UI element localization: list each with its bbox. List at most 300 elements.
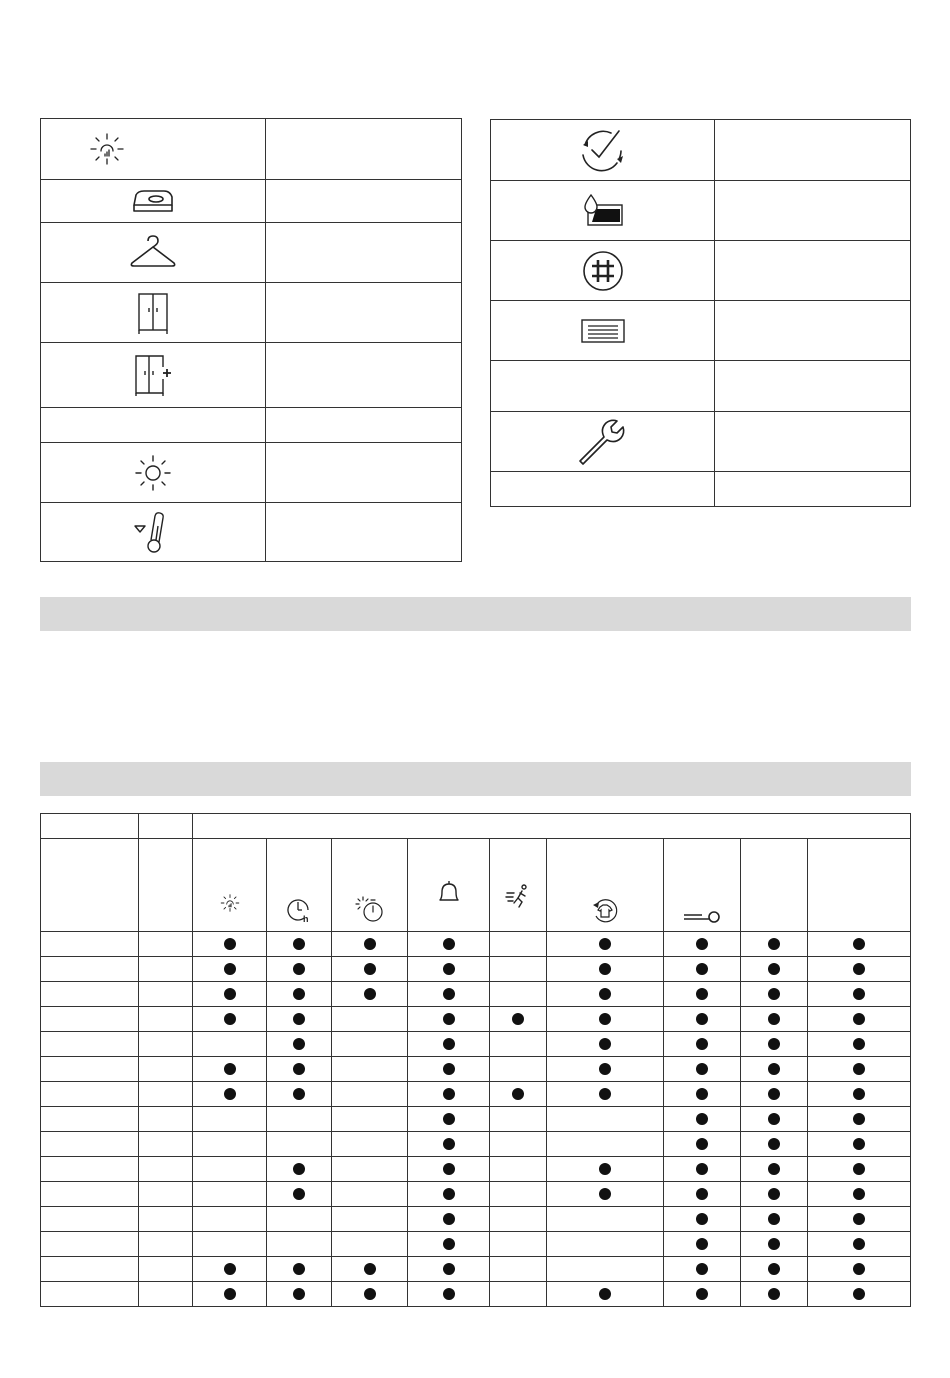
header-cell — [139, 839, 193, 932]
load-cell — [139, 1282, 193, 1307]
option-cell — [547, 1282, 664, 1307]
option-cell — [664, 1057, 741, 1082]
option-cell — [547, 1007, 664, 1032]
option-cell — [547, 1107, 664, 1132]
table-row — [41, 1182, 911, 1207]
option-cell — [267, 1032, 332, 1057]
section-header-band — [40, 762, 911, 796]
wrench-icon — [577, 418, 629, 466]
available-dot-icon — [443, 1263, 455, 1275]
option-cell — [332, 1282, 408, 1307]
option-icons-row — [41, 839, 911, 932]
available-dot-icon — [768, 1063, 780, 1075]
symbol-description — [715, 120, 911, 181]
option-cell — [332, 1232, 408, 1257]
hanger-icon — [128, 233, 178, 273]
available-dot-icon — [293, 1188, 305, 1200]
option-cell — [547, 1157, 664, 1182]
available-dot-icon — [599, 1163, 611, 1175]
option-cell — [808, 1157, 911, 1182]
option-cell — [664, 1257, 741, 1282]
option-cell — [193, 1082, 267, 1107]
available-dot-icon — [768, 1188, 780, 1200]
available-dot-icon — [293, 1038, 305, 1050]
table-row — [41, 119, 462, 180]
option-cell — [267, 1207, 332, 1232]
option-cell — [193, 1207, 267, 1232]
table-row — [41, 1107, 911, 1132]
table-row — [41, 408, 462, 443]
section-header-band — [40, 597, 911, 631]
option-cell — [408, 1182, 490, 1207]
cupboard-dry-icon — [136, 291, 170, 335]
available-dot-icon — [599, 963, 611, 975]
available-dot-icon — [364, 1263, 376, 1275]
table-row — [41, 982, 911, 1007]
available-dot-icon — [696, 1213, 708, 1225]
available-dot-icon — [696, 1063, 708, 1075]
option-icon-cell — [193, 839, 267, 932]
symbol-cell — [41, 408, 266, 443]
option-cell — [490, 1207, 547, 1232]
load-cell — [139, 1132, 193, 1157]
available-dot-icon — [768, 938, 780, 950]
option-cell — [490, 1007, 547, 1032]
available-dot-icon — [224, 938, 236, 950]
programme-cell — [41, 1007, 139, 1032]
option-cell — [547, 932, 664, 957]
symbol-description — [266, 408, 462, 443]
option-cell — [490, 1107, 547, 1132]
option-cell — [664, 1107, 741, 1132]
icon-cell — [41, 180, 266, 223]
options-table — [40, 813, 911, 1307]
table-row — [41, 503, 462, 562]
option-cell — [193, 982, 267, 1007]
option-cell — [808, 1082, 911, 1107]
available-dot-icon — [364, 963, 376, 975]
option-cell — [490, 932, 547, 957]
option-cell — [741, 1032, 808, 1057]
available-dot-icon — [696, 1188, 708, 1200]
option-cell — [490, 1182, 547, 1207]
option-cell — [547, 1082, 664, 1107]
available-dot-icon — [293, 1088, 305, 1100]
option-cell — [193, 1057, 267, 1082]
option-cell — [741, 1257, 808, 1282]
option-cell — [490, 1282, 547, 1307]
available-dot-icon — [853, 1288, 865, 1300]
icon-cell — [491, 181, 715, 241]
option-cell — [193, 1157, 267, 1182]
header-cell — [41, 839, 139, 932]
available-dot-icon — [768, 1213, 780, 1225]
cupboard-dry-plus-icon — [133, 353, 173, 397]
available-dot-icon — [293, 988, 305, 1000]
available-dot-icon — [443, 1088, 455, 1100]
option-cell — [490, 1157, 547, 1182]
load-cell — [139, 1082, 193, 1107]
option-cell — [332, 932, 408, 957]
symbol-description — [266, 223, 462, 283]
available-dot-icon — [443, 1013, 455, 1025]
check-cycle-icon — [577, 125, 629, 175]
option-cell — [193, 1032, 267, 1057]
option-cell — [490, 982, 547, 1007]
icon-cell — [491, 301, 715, 361]
table-row — [41, 1007, 911, 1032]
option-cell — [408, 982, 490, 1007]
option-cell — [808, 1057, 911, 1082]
option-cell — [408, 1282, 490, 1307]
load-cell — [139, 932, 193, 957]
programme-cell — [41, 1157, 139, 1182]
available-dot-icon — [853, 938, 865, 950]
option-cell — [193, 1107, 267, 1132]
option-cell — [408, 1207, 490, 1232]
available-dot-icon — [443, 1188, 455, 1200]
symbol-description — [715, 301, 911, 361]
symbol-description — [266, 503, 462, 562]
option-cell — [741, 957, 808, 982]
table-row — [41, 1282, 911, 1307]
available-dot-icon — [293, 1063, 305, 1075]
available-dot-icon — [443, 1288, 455, 1300]
symbol-description — [266, 283, 462, 343]
programme-cell — [41, 1082, 139, 1107]
available-dot-icon — [696, 1113, 708, 1125]
available-dot-icon — [364, 938, 376, 950]
available-dot-icon — [443, 1038, 455, 1050]
option-icon-cell — [408, 839, 490, 932]
option-cell — [408, 1107, 490, 1132]
available-dot-icon — [599, 1188, 611, 1200]
option-icon-cell — [267, 839, 332, 932]
available-dot-icon — [293, 938, 305, 950]
option-cell — [408, 1007, 490, 1032]
extra-dry-sun-icon — [133, 453, 173, 493]
options-table-body — [41, 932, 911, 1307]
available-dot-icon — [696, 1263, 708, 1275]
available-dot-icon — [768, 1038, 780, 1050]
option-cell — [547, 1257, 664, 1282]
option-cell — [741, 1207, 808, 1232]
symbol-description — [266, 443, 462, 503]
available-dot-icon — [224, 988, 236, 1000]
option-cell — [267, 982, 332, 1007]
load-cell — [139, 1107, 193, 1132]
option-cell — [490, 1032, 547, 1057]
programme-cell — [41, 1107, 139, 1132]
option-cell — [267, 1007, 332, 1032]
option-cell — [808, 1107, 911, 1132]
option-cell — [547, 1132, 664, 1157]
available-dot-icon — [853, 1163, 865, 1175]
available-dot-icon — [364, 1288, 376, 1300]
option-cell — [267, 1232, 332, 1257]
load-cell — [139, 1007, 193, 1032]
option-cell — [193, 1132, 267, 1157]
load-cell — [139, 957, 193, 982]
available-dot-icon — [443, 988, 455, 1000]
available-dot-icon — [853, 1088, 865, 1100]
option-cell — [332, 1207, 408, 1232]
option-cell — [332, 1032, 408, 1057]
table-row — [41, 343, 462, 408]
table-row — [41, 1232, 911, 1257]
load-cell — [139, 982, 193, 1007]
available-dot-icon — [224, 1288, 236, 1300]
option-cell — [547, 1182, 664, 1207]
option-cell — [664, 1232, 741, 1257]
available-dot-icon — [443, 1213, 455, 1225]
symbol-description — [715, 181, 911, 241]
option-cell — [808, 1282, 911, 1307]
option-cell — [741, 1082, 808, 1107]
option-cell — [741, 1232, 808, 1257]
load-cell — [139, 1157, 193, 1182]
option-cell — [664, 932, 741, 957]
table-row — [491, 241, 911, 301]
programme-cell — [41, 1257, 139, 1282]
option-cell — [490, 1057, 547, 1082]
available-dot-icon — [224, 963, 236, 975]
available-dot-icon — [768, 1138, 780, 1150]
table-row — [491, 361, 911, 412]
option-cell — [332, 1132, 408, 1157]
option-cell — [490, 957, 547, 982]
available-dot-icon — [853, 963, 865, 975]
available-dot-icon — [443, 963, 455, 975]
option-cell — [332, 1057, 408, 1082]
option-cell — [547, 957, 664, 982]
available-dot-icon — [696, 1088, 708, 1100]
available-dot-icon — [696, 963, 708, 975]
delay-start-icon — [355, 896, 385, 924]
table-row — [491, 181, 911, 241]
option-cell — [741, 1107, 808, 1132]
programme-cell — [41, 982, 139, 1007]
icon-cell — [491, 120, 715, 181]
option-cell — [547, 1207, 664, 1232]
option-cell — [808, 982, 911, 1007]
option-cell — [267, 1282, 332, 1307]
option-cell — [193, 1232, 267, 1257]
option-cell — [193, 1257, 267, 1282]
table-row — [41, 1082, 911, 1107]
child-lock-icon — [682, 910, 722, 924]
table-row — [41, 223, 462, 283]
option-cell — [808, 1032, 911, 1057]
table-row — [491, 301, 911, 361]
option-cell — [664, 957, 741, 982]
icon-cell — [41, 119, 266, 180]
available-dot-icon — [599, 988, 611, 1000]
option-cell — [741, 932, 808, 957]
option-cell — [808, 1232, 911, 1257]
svg-text:h: h — [303, 914, 309, 924]
load-cell — [139, 1257, 193, 1282]
available-dot-icon — [853, 1138, 865, 1150]
option-icon-cell — [490, 839, 547, 932]
available-dot-icon — [853, 1213, 865, 1225]
option-cell — [490, 1257, 547, 1282]
option-cell — [408, 1257, 490, 1282]
option-cell — [267, 1057, 332, 1082]
option-cell — [664, 1157, 741, 1182]
available-dot-icon — [853, 1188, 865, 1200]
available-dot-icon — [293, 963, 305, 975]
icon-cell — [41, 223, 266, 283]
option-cell — [664, 1007, 741, 1032]
available-dot-icon — [853, 1238, 865, 1250]
available-dot-icon — [768, 1288, 780, 1300]
available-dot-icon — [224, 1063, 236, 1075]
symbol-description — [715, 241, 911, 301]
symbol-description — [715, 361, 911, 412]
option-cell — [408, 932, 490, 957]
available-dot-icon — [512, 1088, 524, 1100]
option-cell — [408, 1057, 490, 1082]
available-dot-icon — [853, 988, 865, 1000]
option-cell — [193, 1007, 267, 1032]
available-dot-icon — [768, 1088, 780, 1100]
available-dot-icon — [443, 1113, 455, 1125]
available-dot-icon — [443, 938, 455, 950]
available-dot-icon — [599, 1088, 611, 1100]
option-cell — [332, 1182, 408, 1207]
available-dot-icon — [768, 1013, 780, 1025]
programme-cell — [41, 1132, 139, 1157]
available-dot-icon — [696, 1288, 708, 1300]
available-dot-icon — [768, 1113, 780, 1125]
option-cell — [267, 1132, 332, 1157]
icon-cell — [491, 412, 715, 472]
available-dot-icon — [224, 1088, 236, 1100]
icon-cell — [41, 283, 266, 343]
filter-icon — [581, 249, 625, 293]
option-cell — [664, 1082, 741, 1107]
symbol-cell — [491, 472, 715, 507]
table-row — [41, 283, 462, 343]
available-dot-icon — [224, 1263, 236, 1275]
option-cell — [664, 982, 741, 1007]
option-cell — [332, 957, 408, 982]
available-dot-icon — [768, 1238, 780, 1250]
option-cell — [267, 1182, 332, 1207]
load-cell — [139, 1232, 193, 1257]
available-dot-icon — [364, 988, 376, 1000]
available-dot-icon — [853, 1038, 865, 1050]
option-icon-cell — [547, 839, 664, 932]
available-dot-icon — [599, 1063, 611, 1075]
table-row — [41, 1132, 911, 1157]
table-row — [41, 180, 462, 223]
option-icon-cell — [332, 839, 408, 932]
water-container-icon — [580, 191, 626, 231]
symbol-description — [715, 472, 911, 507]
option-cell — [808, 1007, 911, 1032]
option-cell — [741, 1057, 808, 1082]
icon-cell — [41, 343, 266, 408]
option-cell — [741, 1282, 808, 1307]
available-dot-icon — [512, 1013, 524, 1025]
available-dot-icon — [599, 1288, 611, 1300]
available-dot-icon — [696, 988, 708, 1000]
quick-icon — [505, 884, 531, 908]
option-cell — [808, 1132, 911, 1157]
dryness-sensor-icon — [87, 131, 127, 167]
option-cell — [490, 1082, 547, 1107]
table-row — [491, 120, 911, 181]
available-dot-icon — [443, 1238, 455, 1250]
available-dot-icon — [853, 1013, 865, 1025]
option-cell — [547, 982, 664, 1007]
option-cell — [267, 1257, 332, 1282]
available-dot-icon — [768, 1263, 780, 1275]
option-cell — [267, 957, 332, 982]
low-temperature-icon — [133, 510, 173, 554]
header-cell — [139, 814, 193, 839]
option-cell — [741, 1007, 808, 1032]
available-dot-icon — [696, 1238, 708, 1250]
available-dot-icon — [696, 938, 708, 950]
option-cell — [547, 1032, 664, 1057]
available-dot-icon — [293, 1163, 305, 1175]
option-cell — [741, 982, 808, 1007]
option-cell — [267, 1082, 332, 1107]
option-cell — [193, 1182, 267, 1207]
table-header-row — [41, 814, 911, 839]
available-dot-icon — [696, 1163, 708, 1175]
option-cell — [547, 1232, 664, 1257]
header-cell — [41, 814, 139, 839]
available-dot-icon — [696, 1013, 708, 1025]
available-dot-icon — [696, 1138, 708, 1150]
available-dot-icon — [853, 1063, 865, 1075]
programme-cell — [41, 1207, 139, 1232]
condenser-icon — [580, 317, 626, 345]
programme-cell — [41, 1182, 139, 1207]
symbol-description — [266, 119, 462, 180]
available-dot-icon — [696, 1038, 708, 1050]
available-dot-icon — [293, 1013, 305, 1025]
table-row — [491, 472, 911, 507]
programme-cell — [41, 1282, 139, 1307]
programme-cell — [41, 1232, 139, 1257]
load-cell — [139, 1182, 193, 1207]
option-cell — [193, 957, 267, 982]
icon-cell — [41, 443, 266, 503]
available-dot-icon — [293, 1263, 305, 1275]
option-cell — [332, 1257, 408, 1282]
option-cell — [664, 1207, 741, 1232]
symbol-description — [715, 412, 911, 472]
option-cell — [332, 982, 408, 1007]
available-dot-icon — [599, 1038, 611, 1050]
table-row — [41, 1157, 911, 1182]
option-cell — [808, 1182, 911, 1207]
available-dot-icon — [443, 1138, 455, 1150]
option-cell — [808, 932, 911, 957]
option-cell — [408, 1157, 490, 1182]
option-cell — [267, 932, 332, 957]
programme-cell — [41, 932, 139, 957]
available-dot-icon — [768, 1163, 780, 1175]
load-cell — [139, 1207, 193, 1232]
option-cell — [332, 1107, 408, 1132]
programme-cell — [41, 1032, 139, 1057]
